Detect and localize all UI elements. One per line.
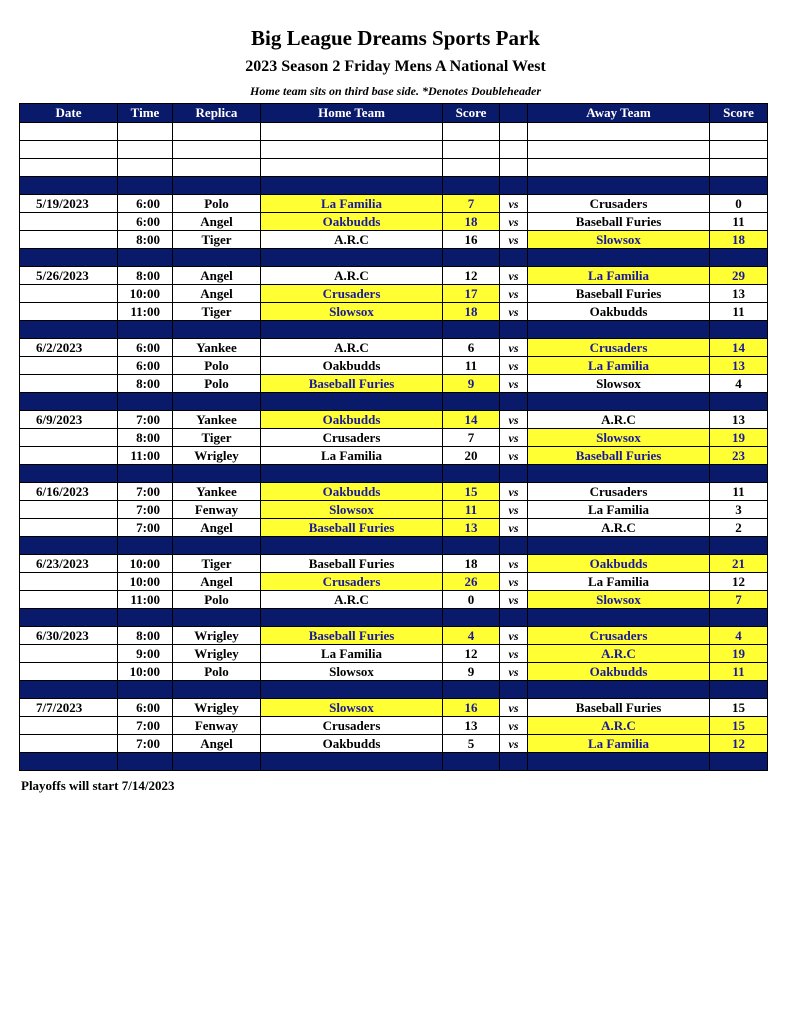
game-date: 6/30/2023 [20, 627, 118, 645]
table-header-row [20, 104, 768, 123]
away-team: La Familia [528, 267, 710, 285]
game-row [20, 267, 768, 285]
col-date-header: Date [20, 104, 118, 123]
vs-label: vs [500, 627, 528, 645]
game-row [20, 573, 768, 591]
game-row [20, 339, 768, 357]
home-team: Oakbudds [261, 483, 443, 501]
home-team: A.R.C [261, 267, 443, 285]
game-date [20, 519, 118, 537]
away-team: A.R.C [528, 411, 710, 429]
vs-label: vs [500, 267, 528, 285]
game-time: 6:00 [118, 195, 173, 213]
away-team: La Familia [528, 573, 710, 591]
game-date: 6/23/2023 [20, 555, 118, 573]
week-separator [20, 609, 768, 627]
away-team: Slowsox [528, 591, 710, 609]
away-team: Slowsox [528, 429, 710, 447]
home-team: Crusaders [261, 285, 443, 303]
game-time: 7:00 [118, 411, 173, 429]
away-team: Oakbudds [528, 555, 710, 573]
week-separator [20, 249, 768, 267]
home-team: Slowsox [261, 501, 443, 519]
game-date: 6/2/2023 [20, 339, 118, 357]
game-field: Yankee [173, 411, 261, 429]
game-row [20, 483, 768, 501]
game-field: Fenway [173, 501, 261, 519]
away-team: Crusaders [528, 483, 710, 501]
home-score: 12 [443, 267, 500, 285]
vs-label: vs [500, 375, 528, 393]
away-score: 11 [710, 303, 768, 321]
away-score: 23 [710, 447, 768, 465]
game-field: Angel [173, 573, 261, 591]
game-date [20, 429, 118, 447]
home-score: 0 [443, 591, 500, 609]
vs-label: vs [500, 195, 528, 213]
game-field: Angel [173, 267, 261, 285]
game-time: 6:00 [118, 339, 173, 357]
game-field: Angel [173, 519, 261, 537]
away-team: Oakbudds [528, 303, 710, 321]
game-row [20, 357, 768, 375]
week-separator [20, 321, 768, 339]
game-time: 10:00 [118, 663, 173, 681]
home-score: 15 [443, 483, 500, 501]
col-field-header: Replica [173, 104, 261, 123]
game-date [20, 375, 118, 393]
game-time: 11:00 [118, 303, 173, 321]
away-team: Baseball Furies [528, 213, 710, 231]
away-team: Crusaders [528, 339, 710, 357]
away-team: A.R.C [528, 717, 710, 735]
home-score: 7 [443, 429, 500, 447]
blank-row [20, 159, 768, 177]
game-row [20, 645, 768, 663]
game-row [20, 303, 768, 321]
home-score: 11 [443, 501, 500, 519]
game-field: Wrigley [173, 627, 261, 645]
game-field: Angel [173, 735, 261, 753]
game-date [20, 231, 118, 249]
home-score: 18 [443, 213, 500, 231]
game-date [20, 501, 118, 519]
game-row [20, 591, 768, 609]
game-field: Polo [173, 195, 261, 213]
game-field: Tiger [173, 303, 261, 321]
game-date [20, 213, 118, 231]
away-score: 12 [710, 735, 768, 753]
away-score: 19 [710, 645, 768, 663]
col-away-score-header: Score [710, 104, 768, 123]
game-field: Polo [173, 663, 261, 681]
game-field: Wrigley [173, 699, 261, 717]
away-team: La Familia [528, 357, 710, 375]
away-score: 11 [710, 663, 768, 681]
away-score: 7 [710, 591, 768, 609]
home-team: A.R.C [261, 231, 443, 249]
game-time: 11:00 [118, 591, 173, 609]
away-score: 21 [710, 555, 768, 573]
vs-label: vs [500, 303, 528, 321]
vs-label: vs [500, 645, 528, 663]
home-team: Oakbudds [261, 411, 443, 429]
away-score: 0 [710, 195, 768, 213]
game-date: 5/19/2023 [20, 195, 118, 213]
home-team: Baseball Furies [261, 375, 443, 393]
away-team: Oakbudds [528, 663, 710, 681]
week-separator [20, 537, 768, 555]
home-score: 16 [443, 699, 500, 717]
week-separator [20, 681, 768, 699]
vs-label: vs [500, 519, 528, 537]
away-team: Crusaders [528, 195, 710, 213]
col-home-score-header: Score [443, 104, 500, 123]
home-team: Oakbudds [261, 213, 443, 231]
page-title: Big League Dreams Sports Park [251, 26, 540, 50]
game-date [20, 303, 118, 321]
home-team: Slowsox [261, 663, 443, 681]
game-row [20, 429, 768, 447]
game-time: 6:00 [118, 357, 173, 375]
game-row [20, 411, 768, 429]
game-time: 7:00 [118, 717, 173, 735]
away-team: Slowsox [528, 231, 710, 249]
game-time: 7:00 [118, 483, 173, 501]
home-team: La Familia [261, 645, 443, 663]
vs-label: vs [500, 213, 528, 231]
game-date: 5/26/2023 [20, 267, 118, 285]
away-team: A.R.C [528, 519, 710, 537]
game-row [20, 519, 768, 537]
vs-label: vs [500, 447, 528, 465]
game-date [20, 285, 118, 303]
game-row [20, 699, 768, 717]
col-away-team-header: Away Team [528, 104, 710, 123]
vs-label: vs [500, 411, 528, 429]
vs-label: vs [500, 231, 528, 249]
home-score: 9 [443, 375, 500, 393]
schedule-table [19, 103, 768, 771]
home-score: 11 [443, 357, 500, 375]
game-field: Polo [173, 375, 261, 393]
schedule-body [20, 123, 768, 771]
game-field: Tiger [173, 555, 261, 573]
game-row [20, 735, 768, 753]
page-subtitle: 2023 Season 2 Friday Mens A National West [245, 58, 546, 75]
away-score: 15 [710, 717, 768, 735]
game-field: Angel [173, 285, 261, 303]
playoffs-note: Playoffs will start 7/14/2023 [21, 778, 175, 793]
blank-row [20, 141, 768, 159]
home-team: Baseball Furies [261, 627, 443, 645]
game-date [20, 717, 118, 735]
home-score: 26 [443, 573, 500, 591]
away-score: 11 [710, 483, 768, 501]
home-team: La Familia [261, 447, 443, 465]
game-time: 6:00 [118, 213, 173, 231]
away-score: 4 [710, 375, 768, 393]
week-separator [20, 465, 768, 483]
away-score: 11 [710, 213, 768, 231]
game-row [20, 195, 768, 213]
game-date [20, 663, 118, 681]
away-score: 12 [710, 573, 768, 591]
home-score: 14 [443, 411, 500, 429]
game-row [20, 717, 768, 735]
vs-label: vs [500, 483, 528, 501]
game-time: 10:00 [118, 573, 173, 591]
game-row [20, 555, 768, 573]
game-row [20, 501, 768, 519]
home-team: Slowsox [261, 303, 443, 321]
game-row [20, 231, 768, 249]
home-team: Oakbudds [261, 735, 443, 753]
away-team: Slowsox [528, 375, 710, 393]
game-field: Angel [173, 213, 261, 231]
away-score: 19 [710, 429, 768, 447]
game-date: 7/7/2023 [20, 699, 118, 717]
game-time: 8:00 [118, 429, 173, 447]
home-score: 18 [443, 303, 500, 321]
game-time: 8:00 [118, 375, 173, 393]
week-separator [20, 177, 768, 195]
game-time: 8:00 [118, 231, 173, 249]
away-score: 15 [710, 699, 768, 717]
vs-label: vs [500, 591, 528, 609]
vs-label: vs [500, 699, 528, 717]
home-team: A.R.C [261, 339, 443, 357]
game-row [20, 447, 768, 465]
game-date [20, 573, 118, 591]
home-score: 20 [443, 447, 500, 465]
home-team: Crusaders [261, 573, 443, 591]
game-time: 8:00 [118, 267, 173, 285]
home-team: Crusaders [261, 717, 443, 735]
game-date: 6/9/2023 [20, 411, 118, 429]
vs-label: vs [500, 735, 528, 753]
game-row [20, 285, 768, 303]
home-team: Baseball Furies [261, 555, 443, 573]
game-date [20, 735, 118, 753]
vs-label: vs [500, 555, 528, 573]
away-score: 3 [710, 501, 768, 519]
game-field: Wrigley [173, 447, 261, 465]
blank-row [20, 123, 768, 141]
vs-label: vs [500, 663, 528, 681]
away-team: Baseball Furies [528, 285, 710, 303]
home-team: A.R.C [261, 591, 443, 609]
vs-label: vs [500, 339, 528, 357]
home-score: 4 [443, 627, 500, 645]
game-time: 9:00 [118, 645, 173, 663]
game-time: 10:00 [118, 555, 173, 573]
away-team: Crusaders [528, 627, 710, 645]
game-time: 6:00 [118, 699, 173, 717]
game-row [20, 213, 768, 231]
home-score: 17 [443, 285, 500, 303]
game-row [20, 663, 768, 681]
vs-label: vs [500, 357, 528, 375]
away-score: 13 [710, 357, 768, 375]
away-score: 13 [710, 285, 768, 303]
col-time-header: Time [118, 104, 173, 123]
game-time: 10:00 [118, 285, 173, 303]
game-field: Wrigley [173, 645, 261, 663]
game-row [20, 375, 768, 393]
game-row [20, 627, 768, 645]
game-field: Tiger [173, 231, 261, 249]
home-team: Slowsox [261, 699, 443, 717]
vs-label: vs [500, 429, 528, 447]
home-score: 18 [443, 555, 500, 573]
away-score: 4 [710, 627, 768, 645]
home-score: 7 [443, 195, 500, 213]
away-score: 18 [710, 231, 768, 249]
away-team: La Familia [528, 501, 710, 519]
game-date [20, 591, 118, 609]
vs-label: vs [500, 717, 528, 735]
vs-label: vs [500, 501, 528, 519]
away-team: Baseball Furies [528, 447, 710, 465]
away-team: Baseball Furies [528, 699, 710, 717]
away-team: A.R.C [528, 645, 710, 663]
game-field: Tiger [173, 429, 261, 447]
away-score: 2 [710, 519, 768, 537]
game-field: Yankee [173, 483, 261, 501]
week-separator [20, 393, 768, 411]
game-date [20, 357, 118, 375]
away-score: 14 [710, 339, 768, 357]
game-time: 8:00 [118, 627, 173, 645]
away-score: 29 [710, 267, 768, 285]
col-home-team-header: Home Team [261, 104, 443, 123]
game-time: 7:00 [118, 519, 173, 537]
game-date: 6/16/2023 [20, 483, 118, 501]
week-separator [20, 753, 768, 771]
home-team: Oakbudds [261, 357, 443, 375]
home-team: Baseball Furies [261, 519, 443, 537]
game-field: Polo [173, 591, 261, 609]
game-date [20, 447, 118, 465]
game-date [20, 645, 118, 663]
game-field: Yankee [173, 339, 261, 357]
vs-label: vs [500, 285, 528, 303]
home-team: La Familia [261, 195, 443, 213]
home-score: 5 [443, 735, 500, 753]
away-team: La Familia [528, 735, 710, 753]
game-time: 7:00 [118, 501, 173, 519]
home-team: Crusaders [261, 429, 443, 447]
game-field: Fenway [173, 717, 261, 735]
away-score: 13 [710, 411, 768, 429]
vs-label: vs [500, 573, 528, 591]
game-time: 7:00 [118, 735, 173, 753]
home-score: 16 [443, 231, 500, 249]
home-score: 13 [443, 519, 500, 537]
schedule-note: Home team sits on third base side. *Denotes Doubleheader [250, 84, 541, 98]
col-vs-header [500, 104, 528, 123]
game-field: Polo [173, 357, 261, 375]
game-time: 11:00 [118, 447, 173, 465]
home-score: 13 [443, 717, 500, 735]
home-score: 6 [443, 339, 500, 357]
home-score: 9 [443, 663, 500, 681]
home-score: 12 [443, 645, 500, 663]
